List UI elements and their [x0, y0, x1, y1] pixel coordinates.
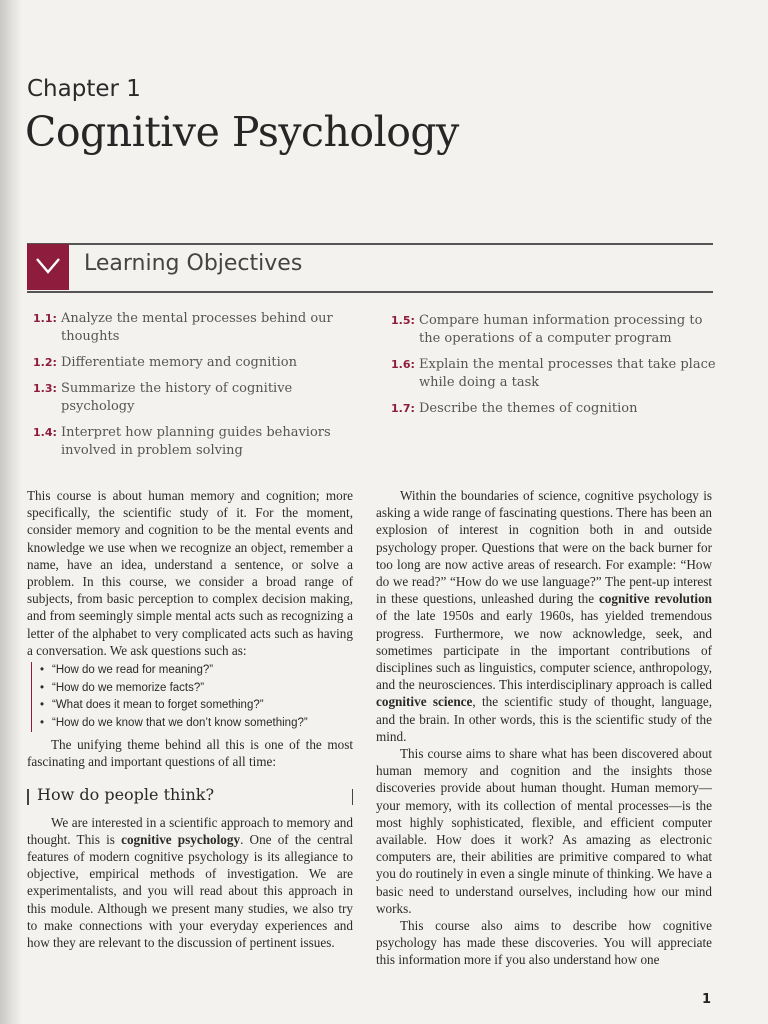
objective-1-6: [391, 356, 721, 392]
objective-1-4: [33, 424, 343, 460]
objectives-badge: [27, 244, 69, 290]
text-run: . One of the central features of modern cognitive psychology is its allegiance to objective, empirical methods of investigation. We are experimentalists, and you will read about this approach in this module. Although we present many studies, we also try to make connections with your everyday experiences and how they are relevant to the discussion of pertinent issues.: [27, 831, 353, 951]
objective-number: 1.6:: [391, 358, 415, 371]
text-run: Within the boundaries of science, cognitive psychology is asking a wide range of fascinating questions. There has been an explosion of interest in cognition both in and outside psychology proper. Questions that were on the back burner for too long are now active areas of research. For example: “How do we read?” “How do we use language?” The pent-up interest in these questions, unleashed during the: [376, 488, 712, 607]
key-term: cognitive psychology: [121, 831, 241, 847]
aims-paragraph: This course aims to share what has been discovered about human memory and cognition and the insights those discoveries provide about human thought. Human memory—your memory, with its collection of mental processes—is the most highly sophisticated, flexible, and efficient computer available. How does it work? As amazing as electronic computers are, their abilities are primitive compared to what you do routinely in even a single minute of thinking. We have a basic need to understand ourselves, including how our mind works.: [376, 746, 712, 916]
theme-paragraph: The unifying theme behind all this is one of the most fascinating and important questions of all time:: [27, 737, 353, 770]
objective-1-2: [33, 354, 343, 372]
key-term: cognitive science: [376, 694, 473, 710]
science-paragraph: [376, 487, 712, 745]
page-gutter-shadow: [0, 0, 22, 1024]
objective-text: Analyze the mental processes behind our thoughts: [61, 311, 333, 344]
intro-paragraph: This course is about human memory and cognition; more specifically, the scientific study of it. For the moment, consider memory and cognition to be the mental events and knowledge we use when we recognize an object, remember a name, have an idea, understand a sentence, or solve a problem. In this course, we consider a broad range of subjects, from basic perception to complex decision making, and from seemingly simple mental acts such as recognizing a letter of the alphabet to very complicated acts such as having a conversation. We ask questions such as:: [27, 488, 353, 658]
objective-text: Compare human information processing to the operations of a computer program: [419, 313, 703, 346]
objectives-right-list: [391, 312, 721, 426]
discoveries-paragraph: This course also aims to describe how cognitive psychology has made these discoveries. You will appreciate this information more if you also understand how one: [376, 918, 712, 968]
objectives-heading: Learning Objectives: [84, 251, 303, 276]
body-left-column: [27, 487, 353, 951]
text-run: We are interested in a scientific approach to memory and thought. This is: [27, 814, 353, 847]
objective-number: 1.7:: [391, 402, 415, 415]
objective-number: 1.4:: [33, 426, 57, 439]
objectives-left-list: [33, 310, 343, 468]
objective-number: 1.3:: [33, 382, 57, 395]
objective-text: Interpret how planning guides behaviors involved in problem solving: [61, 425, 331, 458]
objective-1-7: [391, 400, 721, 418]
approach-paragraph: [27, 814, 353, 952]
chapter-title: Cognitive Psychology: [25, 108, 459, 156]
page-number: 1: [702, 992, 712, 1007]
objective-number: 1.1:: [33, 312, 57, 325]
objective-number: 1.2:: [33, 356, 57, 369]
objective-text: Explain the mental processes that take place while doing a task: [419, 357, 716, 390]
objective-number: 1.5:: [391, 314, 415, 327]
list-item: • “What does it mean to forget something?”: [52, 697, 353, 715]
key-term: cognitive revolution: [598, 591, 712, 607]
objective-text: Summarize the history of cognitive psychology: [61, 381, 293, 414]
objectives-bottom-rule: [27, 291, 713, 293]
body-right-column: [376, 487, 712, 969]
section-heading-text: How do people think?: [37, 785, 215, 805]
heading-bar-right: [352, 789, 354, 805]
objectives-top-rule: [27, 243, 713, 245]
chapter-label: Chapter 1: [27, 76, 141, 102]
heading-bar-left: [27, 789, 29, 805]
list-item: • “How do we know that we don’t know something?”: [52, 715, 353, 733]
objective-1-3: [33, 380, 343, 416]
chevron-down-icon: [35, 255, 61, 277]
objective-1-1: [33, 310, 343, 346]
list-item: • “How do we memorize facts?”: [52, 680, 353, 698]
objective-1-5: [391, 312, 721, 348]
question-list: [31, 662, 353, 732]
text-run: of the late 1950s and early 1960s, has yielded tremendous progress. Furthermore, we now acknowledge, seek, and sometimes participate in the important contributions of disciplines such as linguistics, computer science, anthropology, and the neurosciences. This interdisciplinary approach is called: [376, 608, 712, 693]
text-run: , the scientific study of thought, language, and the brain. In other words, this is the scientific study of the mind.: [376, 694, 712, 744]
objective-text: Describe the themes of cognition: [419, 401, 638, 416]
objective-text: Differentiate memory and cognition: [61, 355, 297, 370]
list-item: • “How do we read for meaning?”: [52, 662, 353, 680]
section-heading: [27, 786, 353, 803]
